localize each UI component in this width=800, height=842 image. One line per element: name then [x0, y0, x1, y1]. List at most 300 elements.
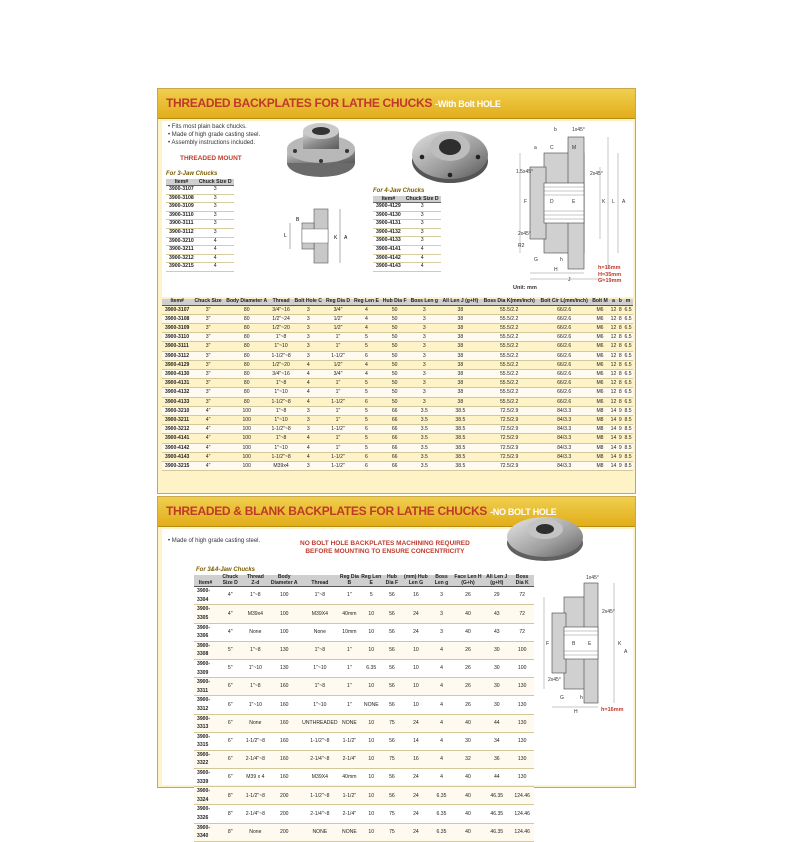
table-cell: 3 — [404, 237, 441, 246]
table-cell: 72 — [510, 587, 534, 605]
table-cell: 1-1/2"~8 — [301, 787, 338, 805]
table-row — [194, 732, 534, 750]
table-cell: 12 — [610, 352, 617, 359]
table-cell: 26 — [453, 678, 484, 696]
table-cell: NONE — [339, 823, 361, 841]
table-cell: 46.35 — [483, 787, 510, 805]
table-cell: 5 — [352, 406, 381, 415]
table-cell: 16 — [402, 750, 431, 768]
table-cell: 6.5 — [624, 306, 632, 313]
table-cell: 1"~8 — [243, 587, 267, 605]
table-cell: 1" — [339, 696, 361, 714]
table-cell: 3 — [292, 351, 324, 360]
table-cell: 46.35 — [483, 823, 510, 841]
table-cell: 1"~10 — [243, 659, 267, 677]
table-cell: 1" — [324, 342, 352, 351]
svg-text:2x45°: 2x45° — [590, 171, 603, 177]
table-cell: 40 — [453, 605, 484, 623]
table-cell: 3 — [292, 333, 324, 342]
table-cell: 6.35 — [430, 823, 452, 841]
table-cell: 50 — [381, 379, 409, 388]
table-cell: 160 — [267, 769, 301, 787]
table-cell: 40 — [453, 714, 484, 732]
table-row — [194, 714, 534, 732]
table-cell: 12 — [610, 306, 617, 313]
column-header: Hub Dia F — [382, 298, 407, 304]
svg-text:a: a — [534, 145, 537, 151]
table-cell: 43 — [483, 623, 510, 641]
table-cell: 40 — [453, 805, 484, 823]
table-cell: 4 — [292, 397, 324, 406]
table-cell: 10 — [360, 714, 382, 732]
table-cell: 4" — [192, 462, 223, 471]
table-cell: 130 — [510, 769, 534, 787]
svg-text:C: C — [550, 145, 554, 151]
table-row — [162, 416, 633, 425]
table-cell: 84/3.3 — [538, 452, 591, 461]
table-cell: 4 — [197, 263, 234, 272]
table-cell: M8 — [591, 462, 610, 471]
cross-section-drawing-small — [278, 201, 358, 271]
table-cell: 80 — [224, 324, 270, 333]
table-cell: 8.5 — [624, 453, 632, 460]
table-cell: 8.5 — [624, 426, 632, 433]
table-cell: 4" — [217, 623, 243, 641]
table-cell: 3 — [409, 351, 441, 360]
table-cell: 6.35 — [430, 805, 452, 823]
table-cell: M6 — [591, 360, 610, 369]
table-cell: 100 — [267, 587, 301, 605]
table-cell: 3 — [409, 342, 441, 351]
table-cell: 4 — [292, 370, 324, 379]
table-cell: 66/2.6 — [538, 397, 591, 406]
table-cell: 1-1/2"~8 — [243, 787, 267, 805]
item-number-cell: 3900-4130 — [373, 211, 404, 220]
item-number-cell: 3900-3309 — [194, 659, 217, 677]
table-cell: 6.5 — [624, 315, 632, 322]
dimension-note-h: h=16mm — [598, 265, 621, 271]
feature-list — [168, 123, 260, 147]
table-cell: 6" — [217, 714, 243, 732]
table-cell: 6 — [352, 462, 381, 471]
table-cell: 100 — [224, 452, 270, 461]
table-cell: 3" — [192, 379, 223, 388]
cross-section-drawing-blank — [540, 573, 632, 713]
table-cell: 4 — [292, 443, 324, 452]
table-cell: 50 — [381, 397, 409, 406]
table-cell: 43 — [483, 605, 510, 623]
table-cell: 38.5 — [440, 434, 481, 443]
table-cell: 3.5 — [409, 434, 441, 443]
table-row — [166, 237, 234, 246]
blank-backplates-section — [157, 496, 636, 840]
dimension-note: h=16mm — [601, 707, 624, 713]
table-cell: 38.5 — [440, 416, 481, 425]
table-cell: 38 — [440, 324, 481, 333]
table-cell: 3 — [292, 416, 324, 425]
item-number-cell: 3900-3107 — [166, 186, 197, 195]
table-cell: 130 — [267, 641, 301, 659]
section-title-text: THREADED BACKPLATES FOR LATHE CHUCKS — [166, 96, 433, 110]
table-cell: 1"~10 — [270, 443, 293, 452]
table-cell: 30 — [483, 659, 510, 677]
table-row — [162, 314, 633, 323]
table-cell: 1"~10 — [301, 696, 338, 714]
item-number-cell: 3900-3304 — [194, 587, 217, 605]
table-cell: 1"~10 — [270, 342, 293, 351]
table-cell: 6.5 — [624, 380, 632, 387]
item-number-cell: 3900-4141 — [162, 434, 192, 443]
table-cell: 12 — [610, 361, 617, 368]
table-cell: 38 — [440, 342, 481, 351]
column-header: Bolt Hole C — [292, 299, 324, 305]
item-number-cell: 3900-4133 — [162, 397, 192, 406]
table-cell: 38 — [440, 379, 481, 388]
column-header: Thread Z-d — [243, 575, 267, 587]
svg-text:b: b — [554, 127, 557, 133]
table-cell: 46.35 — [483, 805, 510, 823]
table-cell: 3 — [292, 314, 324, 323]
item-number-cell: 3900-3108 — [162, 314, 192, 323]
table-cell: 12 — [610, 398, 617, 405]
table-cell: 9 — [618, 407, 622, 414]
table-cell: 80 — [224, 379, 270, 388]
table-cell: 3 — [292, 406, 324, 415]
table-cell: 84/3.3 — [538, 406, 591, 415]
table-cell: 56 — [382, 787, 401, 805]
table-cell: 14 — [402, 732, 431, 750]
table-cell: 38 — [440, 370, 481, 379]
table-row — [162, 388, 633, 397]
table-cell: 6.5 — [624, 352, 632, 359]
table-cell: 80 — [224, 351, 270, 360]
item-number-cell: 3900-3311 — [194, 678, 217, 696]
table-cell: 9 — [618, 417, 622, 424]
table-cell: 72 — [510, 623, 534, 641]
table-cell: 12 — [610, 315, 617, 322]
table-cell: 4" — [192, 425, 223, 434]
table-cell: 38.5 — [440, 406, 481, 415]
table-cell: 38 — [440, 397, 481, 406]
table-cell: 1"~10 — [301, 659, 338, 677]
table-cell: 8 — [618, 398, 622, 405]
table-cell: 130 — [267, 659, 301, 677]
table-row — [373, 228, 441, 237]
table-cell: 8 — [618, 352, 622, 359]
table-cell: 56 — [382, 605, 401, 623]
table-cell: 50 — [381, 324, 409, 333]
table-cell: 8 — [618, 315, 622, 322]
table-cell: 5 — [352, 434, 381, 443]
table-cell: M6 — [591, 324, 610, 333]
item-number-cell: 3900-3326 — [194, 805, 217, 823]
table-cell: UNTHREADED — [301, 714, 338, 732]
table-cell: 1-1/2"~8 — [301, 732, 338, 750]
table-cell: 1"~8 — [270, 333, 293, 342]
table-cell: 100 — [267, 605, 301, 623]
svg-text:A: A — [344, 235, 348, 241]
table-cell: M39x4 — [270, 462, 293, 471]
table-cell: None — [243, 623, 267, 641]
table-cell: 24 — [402, 805, 431, 823]
table-cell: 5" — [217, 641, 243, 659]
column-header: Boss Dia K(mm/inch) — [481, 299, 538, 305]
table-cell: 30 — [483, 678, 510, 696]
table-cell: 9 — [618, 426, 622, 433]
table-cell: 10mm — [339, 623, 361, 641]
table-row — [373, 237, 441, 246]
table-row — [194, 769, 534, 787]
table-cell: 8 — [618, 389, 622, 396]
table-row — [373, 263, 441, 272]
table-cell: 80 — [224, 333, 270, 342]
table-cell: 40 — [453, 769, 484, 787]
table-cell: 200 — [267, 805, 301, 823]
svg-text:2x45°: 2x45° — [602, 609, 615, 615]
table-cell: 55.5/2.2 — [481, 351, 538, 360]
jaw4-caption: For 4-Jaw Chucks — [373, 188, 425, 194]
table-cell: 56 — [382, 696, 401, 714]
table-cell: 44 — [483, 769, 510, 787]
item-number-cell: 3900-4131 — [162, 379, 192, 388]
table-cell: 1"~10 — [270, 388, 293, 397]
table-cell: M6 — [591, 388, 610, 397]
jaw3-table — [166, 179, 234, 272]
table-cell: 44 — [483, 714, 510, 732]
jaw4-table — [373, 196, 441, 272]
column-header: Chuck Size — [192, 299, 223, 305]
table-cell: 8" — [217, 805, 243, 823]
table-cell: 8 — [618, 343, 622, 350]
table-row — [162, 434, 633, 443]
table-cell: 50 — [381, 370, 409, 379]
table-cell: 38 — [440, 305, 481, 314]
table-cell: 72.5/2.9 — [481, 425, 538, 434]
table-cell: 4 — [292, 379, 324, 388]
table-cell: 56 — [382, 769, 401, 787]
section-title-text: THREADED & BLANK BACKPLATES FOR LATHE CHUCKS — [166, 504, 488, 518]
table-cell: 3 — [292, 342, 324, 351]
table-cell: 100 — [510, 659, 534, 677]
item-number-cell: 3900-4129 — [373, 203, 404, 212]
svg-text:L: L — [612, 199, 615, 205]
table-cell: 50 — [381, 342, 409, 351]
table-cell: 50 — [381, 333, 409, 342]
table-row — [373, 245, 441, 254]
table-row — [162, 324, 633, 333]
table-row — [162, 397, 633, 406]
feature-list — [168, 537, 260, 545]
table-cell: 32 — [453, 750, 484, 768]
table-cell: 34 — [483, 732, 510, 750]
table-cell: 16 — [402, 587, 431, 605]
table-cell: 9 — [618, 463, 622, 470]
svg-text:D: D — [550, 199, 554, 205]
table-cell: 8.5 — [624, 435, 632, 442]
table-cell: 3" — [192, 305, 223, 314]
svg-text:1x45°: 1x45° — [586, 575, 599, 581]
table-cell: 3 — [430, 587, 452, 605]
table-cell: 38 — [440, 360, 481, 369]
table-cell: 2-1/4"~8 — [243, 805, 267, 823]
table-cell: M6 — [591, 370, 610, 379]
table-cell: 24 — [402, 823, 431, 841]
svg-text:R2: R2 — [518, 243, 525, 249]
table-cell: 3" — [192, 324, 223, 333]
table-cell: 4 — [430, 769, 452, 787]
table-cell: 8" — [217, 823, 243, 841]
svg-text:B: B — [296, 217, 300, 223]
table-cell: 5 — [352, 379, 381, 388]
item-number-cell: 3900-3109 — [166, 203, 197, 212]
table-cell: M6 — [591, 333, 610, 342]
table-cell: 1/2"~20 — [270, 360, 293, 369]
table-cell: 100 — [224, 434, 270, 443]
table-row — [373, 254, 441, 263]
table-cell: 124.46 — [510, 823, 534, 841]
table-cell: 4 — [430, 678, 452, 696]
item-number-cell: 3900-4133 — [373, 237, 404, 246]
table-cell: 3 — [292, 305, 324, 314]
table-cell: 1" — [324, 333, 352, 342]
table-cell: 55.5/2.2 — [481, 305, 538, 314]
table-row — [162, 305, 633, 314]
table-cell: 160 — [267, 696, 301, 714]
table-cell: 66/2.6 — [538, 324, 591, 333]
table-cell: 12 — [610, 389, 617, 396]
svg-text:H: H — [554, 267, 558, 273]
table-cell: 5" — [217, 659, 243, 677]
table-cell: 1-1/2"~8 — [271, 453, 291, 460]
table-cell: 66/2.6 — [538, 360, 591, 369]
table-row — [194, 750, 534, 768]
table-cell: 66/2.6 — [538, 305, 591, 314]
table-cell: 8 — [618, 371, 622, 378]
table-cell: 1"~10 — [243, 696, 267, 714]
column-header: Boss Len g — [430, 575, 452, 587]
item-number-cell: 3900-4143 — [373, 263, 404, 272]
table-cell: 8" — [217, 787, 243, 805]
item-number-cell: 3900-4130 — [162, 370, 192, 379]
column-header: m — [623, 299, 633, 305]
svg-text:h: h — [560, 257, 563, 263]
table-cell: 2-1/4"~8 — [301, 805, 338, 823]
table-row — [162, 370, 633, 379]
table-cell: 1" — [324, 416, 352, 425]
svg-text:K: K — [334, 235, 338, 241]
svg-text:E: E — [588, 641, 592, 647]
spec-table-2 — [194, 575, 534, 842]
table-cell: 1/2" — [324, 314, 352, 323]
table-row — [194, 805, 534, 823]
item-number-cell: 3900-3211 — [166, 246, 197, 255]
table-cell: 4 — [197, 254, 234, 263]
svg-text:M: M — [572, 145, 577, 151]
table-cell: 1-1/2" — [339, 787, 361, 805]
column-header: Bolt M — [592, 298, 608, 304]
table-cell: 14 — [610, 444, 617, 451]
table-cell: 4 — [197, 237, 234, 246]
table-cell: 66/2.6 — [538, 388, 591, 397]
table-row — [166, 228, 234, 237]
table-cell: 72.5/2.9 — [481, 443, 538, 452]
table-cell: 84/3.3 — [538, 416, 591, 425]
table-cell: 84/3.3 — [538, 425, 591, 434]
table-cell: 24 — [402, 769, 431, 787]
dimension-notes — [598, 265, 621, 285]
table-cell: 8 — [618, 334, 622, 341]
table-cell: 75 — [382, 823, 401, 841]
table-cell: 56 — [382, 678, 401, 696]
table-cell: 14 — [610, 463, 617, 470]
table-cell: 40 — [453, 787, 484, 805]
table-cell: 4 — [292, 434, 324, 443]
table-cell: 50 — [381, 314, 409, 323]
table-cell: 130 — [510, 750, 534, 768]
table-cell: 10 — [360, 678, 382, 696]
table-cell: 72 — [510, 605, 534, 623]
table-cell: 160 — [267, 714, 301, 732]
table-cell: 1-1/2"~8 — [271, 352, 291, 359]
table-cell: 4 — [352, 370, 381, 379]
table-cell: 80 — [224, 305, 270, 314]
table-cell: 6.5 — [624, 343, 632, 350]
jaw3-caption: For 3-Jaw Chucks — [166, 171, 218, 177]
table-row — [194, 605, 534, 623]
table-cell: 4 — [292, 388, 324, 397]
column-header: Bolt Cir L(mm/inch) — [538, 299, 591, 305]
table-cell: 12 — [610, 325, 617, 331]
item-number-cell: 3900-3312 — [194, 696, 217, 714]
table-cell: 100 — [267, 623, 301, 641]
svg-text:F: F — [546, 641, 550, 647]
column-header: Body Diameter A — [224, 299, 270, 305]
table-cell: 4" — [192, 443, 223, 452]
table-cell: 5 — [352, 342, 381, 351]
table-cell: 3 — [292, 324, 324, 333]
table-cell: 80 — [224, 370, 270, 379]
svg-text:2x45°: 2x45° — [548, 677, 561, 683]
table-cell: 66/2.6 — [538, 314, 591, 323]
table-cell: 6 — [352, 452, 381, 461]
table-cell: 3" — [192, 397, 223, 406]
catalog-page — [157, 88, 636, 840]
table-cell: 1"~8 — [270, 406, 293, 415]
table-cell: None — [301, 623, 338, 641]
table-cell: 24 — [402, 623, 431, 641]
table-cell: M39X4 — [301, 605, 338, 623]
item-number-cell: 3900-4131 — [373, 220, 404, 229]
table-cell: 50 — [381, 388, 409, 397]
warning-line: BEFORE MOUNTING TO ENSURE CONCENTRICITY — [305, 548, 465, 555]
svg-text:A: A — [622, 199, 626, 205]
table-cell: 3 — [409, 379, 441, 388]
item-number-cell: 3900-3305 — [194, 605, 217, 623]
table-cell: 5 — [352, 333, 381, 342]
table-cell: 1" — [324, 379, 352, 388]
table-cell: 38 — [440, 314, 481, 323]
threaded-mount-label: THREADED MOUNT — [180, 155, 242, 162]
table-row — [166, 186, 234, 195]
table-cell: 66 — [381, 434, 409, 443]
table-cell: 3 — [409, 324, 441, 333]
table-cell: 200 — [267, 787, 301, 805]
table-row — [194, 659, 534, 677]
column-header: Reg Dia B — [339, 574, 359, 586]
table-row — [373, 220, 441, 229]
table-cell: 56 — [382, 732, 401, 750]
table-cell: 50 — [381, 305, 409, 314]
